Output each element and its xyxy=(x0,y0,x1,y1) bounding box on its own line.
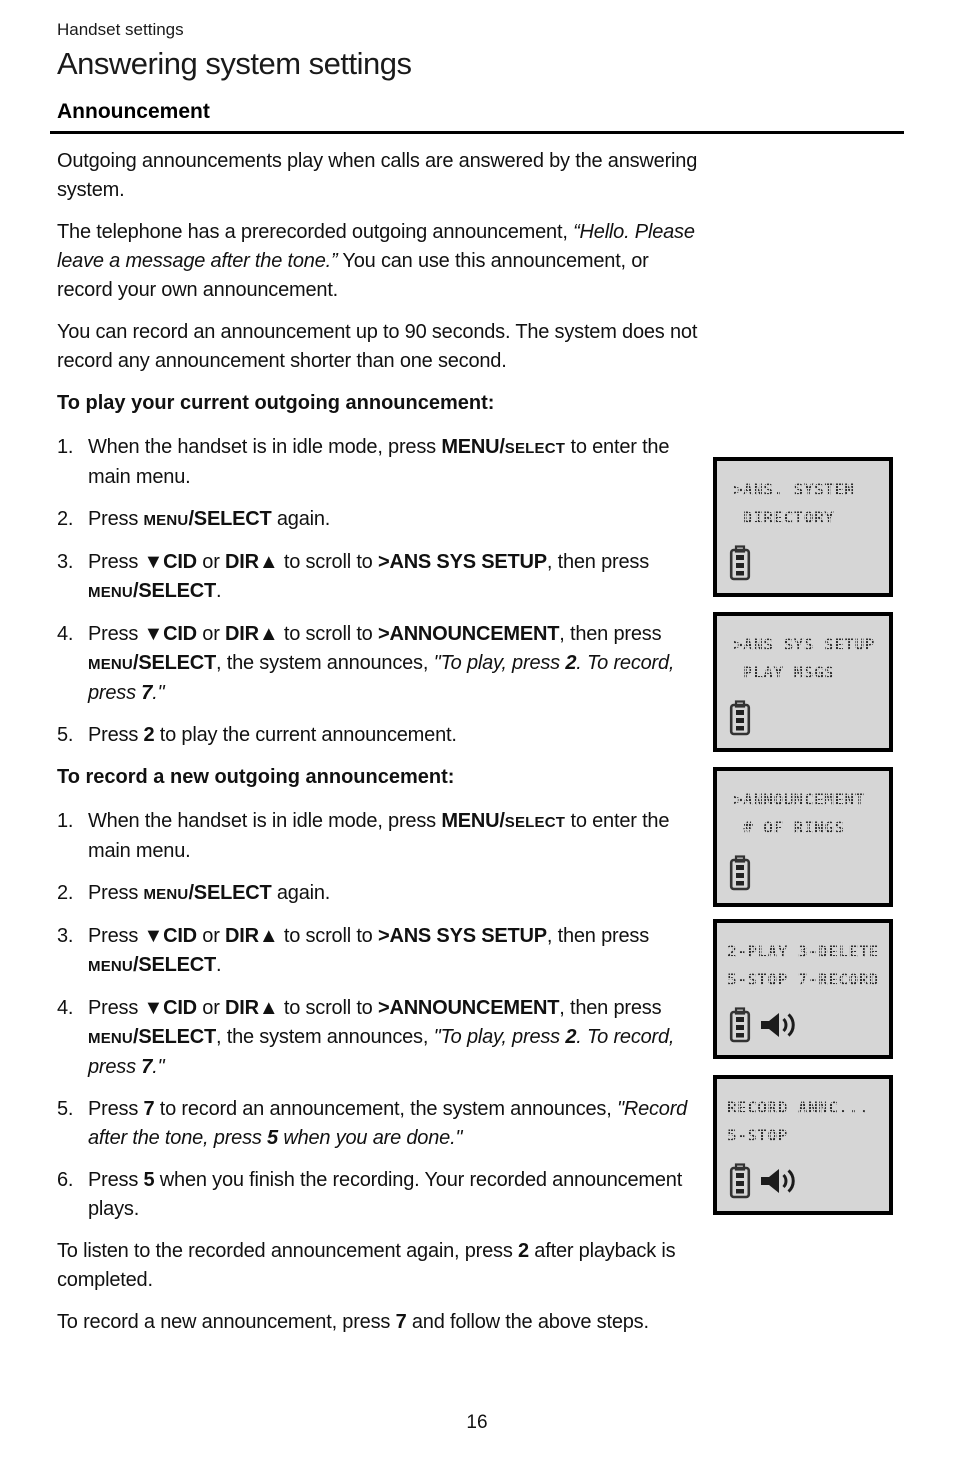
text-segment: Press xyxy=(88,508,144,530)
text-segment: /SELECT xyxy=(132,652,217,674)
paragraph xyxy=(57,218,705,305)
text-segment: , the system announces, xyxy=(216,1026,434,1048)
text-segment: To listen to the recorded announcement again, press xyxy=(57,1240,519,1262)
text-segment: . xyxy=(216,954,222,976)
text-segment: 2 xyxy=(143,724,155,746)
text-segment: 7 xyxy=(395,1311,407,1333)
text-segment: , the system announces, xyxy=(216,652,434,674)
speaker-icon xyxy=(760,1010,798,1040)
text-segment: ▼CID xyxy=(143,623,197,645)
lcd-text xyxy=(717,631,889,687)
text-segment: 5 xyxy=(267,1127,278,1149)
paragraph xyxy=(57,147,705,205)
text-segment: ." xyxy=(152,682,165,704)
step-item xyxy=(57,922,705,981)
step-item xyxy=(57,879,705,909)
text-segment: to enter the main menu. xyxy=(88,810,670,862)
text-segment: to enter the main menu. xyxy=(88,436,670,488)
step-item xyxy=(57,1095,705,1153)
lcd-line: >ANS SYS SETUP xyxy=(733,631,889,659)
text-segment: . xyxy=(216,580,222,602)
text-segment: after playback is completed. xyxy=(57,1240,676,1291)
section-divider xyxy=(50,131,904,134)
text-segment: /SELECT xyxy=(132,1026,217,1048)
lcd-line: 2-PLAY 3-DELETE xyxy=(727,938,889,966)
intro-paragraphs xyxy=(57,147,705,376)
lcd-text xyxy=(717,786,889,842)
text-segment: 7 xyxy=(141,1056,153,1078)
step-number: 5. xyxy=(57,1098,74,1120)
text-segment: Press xyxy=(88,997,144,1019)
text-segment: , then press xyxy=(546,551,649,573)
step-text xyxy=(88,721,705,750)
text-segment: /SELECT xyxy=(188,508,272,530)
lcd-status-icons xyxy=(717,544,889,582)
text-segment: MENU xyxy=(88,656,133,673)
procedure-sections xyxy=(57,389,705,1224)
step-item xyxy=(57,807,705,866)
paragraph xyxy=(57,318,705,376)
text-segment: . To record, press xyxy=(88,1026,675,1078)
section-heading: Announcement xyxy=(57,100,210,123)
lcd-status-icons xyxy=(717,854,889,892)
text-segment: again. xyxy=(271,882,331,904)
lcd-status-icons xyxy=(717,699,889,737)
text-segment: 2 xyxy=(565,1026,577,1048)
lcd-screen-1 xyxy=(713,457,893,597)
text-segment: Press xyxy=(88,1169,144,1191)
text-segment: to scroll to xyxy=(278,551,378,573)
text-segment: You can use this announcement, or record your own announcement. xyxy=(57,250,649,301)
step-number: 4. xyxy=(57,997,74,1019)
text-segment: SELECT xyxy=(504,814,566,831)
lcd-text xyxy=(717,476,889,532)
text-segment: 7 xyxy=(143,1098,155,1120)
step-number: 3. xyxy=(57,551,74,573)
step-number: 2. xyxy=(57,882,74,904)
text-segment: , then press xyxy=(559,997,662,1019)
main-column xyxy=(57,20,705,1350)
speaker-icon xyxy=(760,1166,798,1196)
step-text xyxy=(88,1166,705,1224)
paragraph xyxy=(57,1308,705,1337)
text-segment: SELECT xyxy=(504,440,566,457)
step-text xyxy=(88,1095,705,1153)
page-title: Answering system settings xyxy=(57,46,412,81)
text-segment: MENU xyxy=(88,958,133,975)
text-segment: or xyxy=(196,623,226,645)
battery-icon xyxy=(729,545,751,581)
text-segment: or xyxy=(196,925,226,947)
lcd-text xyxy=(717,938,889,994)
page-number: 16 xyxy=(466,1412,488,1433)
procedure-heading-2: To record a new outgoing announcement: xyxy=(57,766,455,788)
text-segment: MENU xyxy=(143,886,189,903)
text-segment: MENU/ xyxy=(441,436,505,458)
text-segment: again. xyxy=(271,508,331,530)
text-segment: When the handset is in idle mode, press xyxy=(88,436,442,458)
lcd-status-icons xyxy=(717,1162,889,1200)
lcd-text xyxy=(717,1094,889,1150)
text-segment: The telephone has a prerecorded outgoing announcement, xyxy=(57,221,574,243)
lcd-screen-3 xyxy=(713,767,893,907)
step-item xyxy=(57,620,705,708)
text-segment: ▼CID xyxy=(143,925,197,947)
text-segment: . To record, press xyxy=(88,652,675,704)
text-segment: 2 xyxy=(518,1240,529,1262)
step-item xyxy=(57,433,705,492)
text-segment: when you are done." xyxy=(277,1127,463,1149)
text-segment: ▼CID xyxy=(143,997,197,1019)
text-segment: 5 xyxy=(143,1169,155,1191)
text-segment: /SELECT xyxy=(188,882,272,904)
text-segment: >ANS SYS SETUP xyxy=(377,925,547,947)
text-segment: /SELECT xyxy=(132,580,217,602)
text-segment: Press xyxy=(88,551,144,573)
text-segment: MENU xyxy=(88,1030,133,1047)
step-number: 1. xyxy=(57,436,74,458)
text-segment: “Hello. Please leave a message after the tone.” xyxy=(57,221,695,272)
step-list-1 xyxy=(57,433,705,750)
text-segment: Press xyxy=(88,882,144,904)
lcd-status-icons xyxy=(717,1006,889,1044)
step-text xyxy=(88,807,705,866)
text-segment: Press xyxy=(88,623,144,645)
text-segment: "To play, press xyxy=(433,652,566,674)
step-text xyxy=(88,620,705,708)
step-item xyxy=(57,994,705,1082)
lcd-screen-4 xyxy=(713,919,893,1059)
lcd-screen-2 xyxy=(713,612,893,752)
lcd-line: 5-STOP 7-RECORD xyxy=(727,966,889,994)
procedure-heading-1: To play your current outgoing announcement: xyxy=(57,392,495,414)
text-segment: or xyxy=(196,997,226,1019)
text-segment: MENU xyxy=(143,512,189,529)
closing-paragraphs xyxy=(57,1237,705,1337)
battery-icon xyxy=(729,700,751,736)
text-segment: >ANNOUNCEMENT xyxy=(377,623,560,645)
text-segment: When the handset is in idle mode, press xyxy=(88,810,442,832)
step-text xyxy=(88,433,705,492)
lcd-line: # OF RINGS xyxy=(733,814,889,842)
text-segment: MENU xyxy=(88,584,133,601)
text-segment: To record a new announcement, press xyxy=(57,1311,396,1333)
text-segment: >ANNOUNCEMENT xyxy=(377,997,560,1019)
text-segment: 2 xyxy=(565,652,577,674)
battery-icon xyxy=(729,1007,751,1043)
step-number: 3. xyxy=(57,925,74,947)
text-segment: "Record after the tone, press xyxy=(88,1098,688,1149)
lcd-line: >ANS. SYSTEM xyxy=(733,476,889,504)
step-text xyxy=(88,922,705,981)
text-segment: to record an announcement, the system announces, xyxy=(154,1098,617,1120)
text-segment: or xyxy=(196,551,226,573)
text-segment: when you finish the recording. Your recorded announcement plays. xyxy=(88,1169,683,1220)
lcd-line: RECORD ANNC... xyxy=(727,1094,889,1122)
text-segment: >ANS SYS SETUP xyxy=(377,551,547,573)
lcd-line: PLAY MSGS xyxy=(733,659,889,687)
text-segment: Press xyxy=(88,724,144,746)
step-number: 1. xyxy=(57,810,74,832)
lcd-line: 5-STOP xyxy=(727,1122,889,1150)
step-item xyxy=(57,721,705,750)
text-segment: , then press xyxy=(559,623,662,645)
step-text xyxy=(88,879,705,909)
lcd-line: >ANNOUNCEMENT xyxy=(733,786,889,814)
step-item xyxy=(57,1166,705,1224)
text-segment: Outgoing announcements play when calls are answered by the answering system. xyxy=(57,150,698,201)
text-segment: You can record an announcement up to 90 seconds. The system does not record any announcement shorter than one second. xyxy=(57,321,698,372)
battery-icon xyxy=(729,855,751,891)
text-segment: to scroll to xyxy=(278,997,378,1019)
step-text xyxy=(88,994,705,1082)
text-segment: , then press xyxy=(546,925,649,947)
paragraph xyxy=(57,1237,705,1295)
text-segment: to scroll to xyxy=(278,623,378,645)
text-segment: 7 xyxy=(141,682,153,704)
text-segment: "To play, press xyxy=(433,1026,566,1048)
step-number: 4. xyxy=(57,623,74,645)
step-number: 6. xyxy=(57,1169,74,1191)
step-text xyxy=(88,548,705,607)
step-number: 2. xyxy=(57,508,74,530)
step-item xyxy=(57,505,705,535)
step-text xyxy=(88,505,705,535)
text-segment: and follow the above steps. xyxy=(406,1311,649,1333)
text-segment: DIR▲ xyxy=(225,925,279,947)
lcd-screen-5 xyxy=(713,1075,893,1215)
text-segment: DIR▲ xyxy=(225,997,279,1019)
breadcrumb: Handset settings xyxy=(57,20,184,39)
text-segment: Press xyxy=(88,925,144,947)
text-segment: to scroll to xyxy=(278,925,378,947)
text-segment: Press xyxy=(88,1098,144,1120)
step-item xyxy=(57,548,705,607)
text-segment: DIR▲ xyxy=(225,623,279,645)
text-segment: DIR▲ xyxy=(225,551,279,573)
text-segment: to play the current announcement. xyxy=(154,724,457,746)
text-segment: ▼CID xyxy=(143,551,197,573)
step-list-2 xyxy=(57,807,705,1224)
text-segment: MENU/ xyxy=(441,810,505,832)
text-segment: /SELECT xyxy=(132,954,217,976)
step-number: 5. xyxy=(57,724,74,746)
battery-icon xyxy=(729,1163,751,1199)
text-segment: ." xyxy=(152,1056,165,1078)
lcd-line: DIRECTORY xyxy=(733,504,889,532)
